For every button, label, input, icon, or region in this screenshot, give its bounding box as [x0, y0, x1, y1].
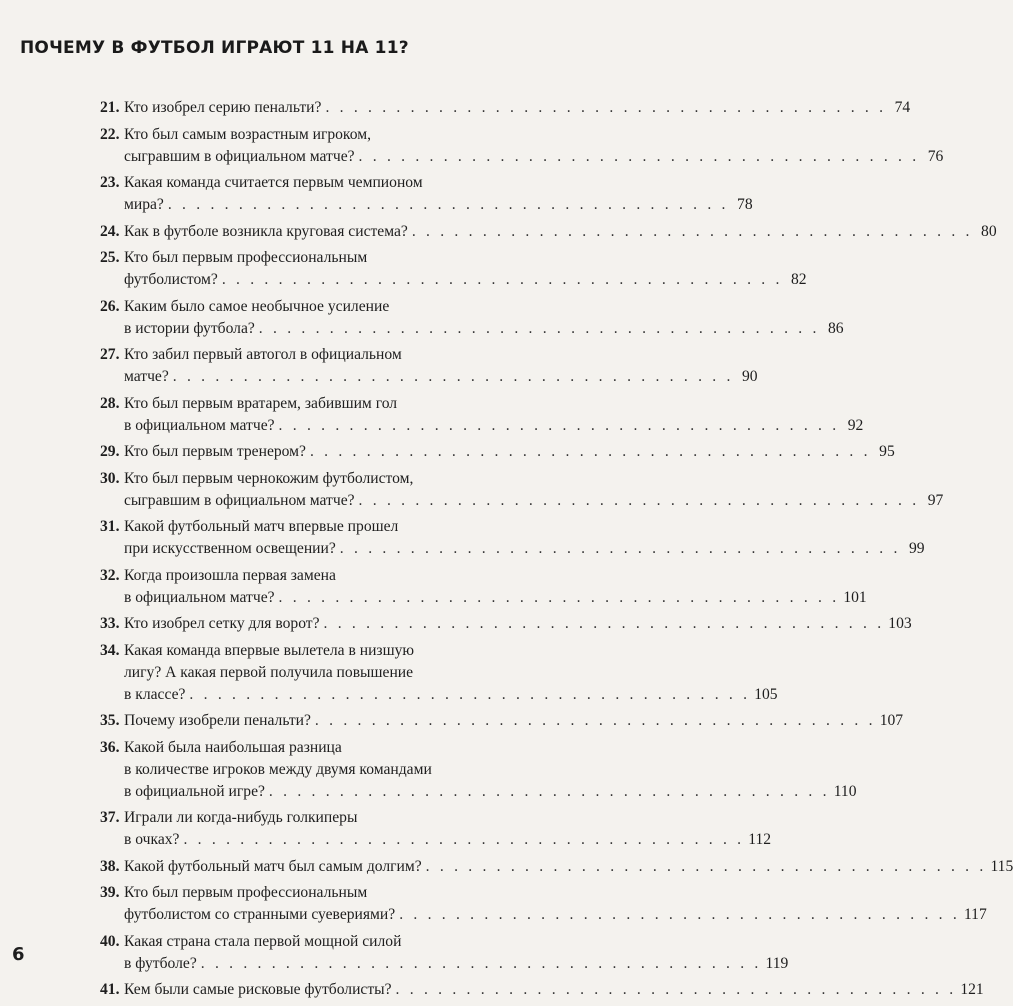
toc-entry	[100, 441, 895, 463]
toc-entry-number: 39.	[100, 884, 120, 901]
toc-entry-text: Кто был первым вратарем, забившим гол	[124, 394, 398, 412]
toc-entry-page: 107	[879, 712, 904, 729]
toc-entry-number: 38.	[100, 857, 120, 875]
toc-entry-number: 32.	[100, 566, 120, 584]
toc-entry-text: Какая команда впервые вылетела в низшую	[124, 641, 415, 659]
toc-entry-page: 121	[960, 981, 984, 998]
toc-entry-text: Каким было самое необычное усиление	[124, 297, 390, 315]
toc-entry-number: 40.	[100, 932, 120, 950]
toc-entry-page: 82	[791, 271, 807, 288]
toc-entry-text: Какой футбольный матч впервые прошел	[124, 518, 399, 535]
toc-entry-number: 36.	[100, 738, 120, 756]
toc-entry-text: Почему изобрели пенальти?	[124, 712, 311, 729]
toc-entry-page: 117	[963, 906, 987, 923]
dot-leader: . . . . . . . . . . . . . . . . . . . . . . . . . . . . . . . . . . . . . . . .	[167, 196, 729, 213]
toc-entry-number: 41.	[100, 981, 120, 998]
toc-entry-page: 90	[741, 368, 758, 385]
toc-entry	[100, 296, 844, 340]
toc-entry	[100, 882, 987, 926]
toc-entry-text: Кто изобрел сетку для ворот?	[124, 615, 320, 632]
dot-leader: . . . . . . . . . . . . . . . . . . . . . . . . . . . . . . . . . . . . . . . .	[425, 857, 987, 875]
toc-entry-number: 33.	[100, 615, 120, 632]
toc-entry	[100, 468, 944, 512]
dot-leader: . . . . . . . . . . . . . . . . . . . . . . . . . . . . . . . . . . . . . . . .	[323, 615, 885, 632]
toc-entry	[100, 124, 944, 168]
toc-entry-page: 74	[894, 99, 911, 116]
toc-entry-text: при искусственном освещении?	[124, 540, 336, 557]
toc-entry-text: футболистом со странными суевериями?	[124, 906, 396, 923]
dot-leader: . . . . . . . . . . . . . . . . . . . . . . . . . . . . . . . . . . . . . . . .	[183, 831, 745, 848]
dot-leader: . . . . . . . . . . . . . . . . . . . . . . . . . . . . . . . . . . . . . . . .	[358, 491, 920, 509]
toc-entry-text: Когда произошла первая замена	[124, 566, 336, 584]
toc-entry-number: 27.	[100, 346, 120, 363]
toc-entry-number: 21.	[100, 99, 120, 116]
toc-entry-text: Кем были самые рисковые футболисты?	[124, 981, 392, 998]
dot-leader: . . . . . . . . . . . . . . . . . . . . . . . . . . . . . . . . . . . . . . . .	[358, 147, 920, 165]
toc-entry	[100, 613, 912, 635]
toc-entry	[100, 247, 807, 291]
toc-entry-page: 112	[748, 831, 772, 848]
dot-leader: . . . . . . . . . . . . . . . . . . . . . . . . . . . . . . . . . . . . . . . .	[399, 906, 960, 923]
toc-entry-number: 31.	[100, 518, 120, 535]
toc-entry-text: в классе?	[124, 685, 186, 703]
toc-entry-number: 29.	[100, 443, 120, 460]
toc-entry-number: 25.	[100, 249, 120, 266]
dot-leader: . . . . . . . . . . . . . . . . . . . . . . . . . . . . . . . . . . . . . . . .	[278, 416, 840, 434]
toc-entry-text: Кто был первым профессиональным	[124, 249, 368, 266]
toc-entry-number: 35.	[100, 712, 120, 729]
toc-entry	[100, 172, 753, 216]
toc-entry-page: 105	[754, 685, 778, 703]
toc-entry-text: Как в футболе возникла круговая система?	[124, 222, 408, 240]
toc-entry-number: 34.	[100, 641, 120, 659]
dot-leader: . . . . . . . . . . . . . . . . . . . . . . . . . . . . . . . . . . . . . . . .	[268, 782, 830, 800]
toc-entry-page: 95	[879, 443, 895, 460]
toc-entry	[100, 807, 772, 851]
toc-entry-text: Кто был первым профессиональным	[124, 884, 368, 901]
toc-entry-text: в официальной игре?	[124, 782, 265, 800]
toc-entry-text: Какой была наибольшая разница	[124, 738, 342, 756]
dot-leader: . . . . . . . . . . . . . . . . . . . . . . . . . . . . . . . . . . . . . . . .	[258, 319, 820, 337]
toc-entry	[100, 516, 925, 560]
toc-entry-text: футболистом?	[124, 271, 218, 288]
dot-leader: . . . . . . . . . . . . . . . . . . . . . . . . . . . . . . . . . . . . . . . .	[314, 712, 876, 729]
toc-entry	[100, 97, 911, 119]
toc-entry	[100, 221, 997, 243]
toc-entry-text: в официальном матче?	[124, 588, 275, 606]
toc-entry	[100, 737, 857, 803]
toc-entry-text: Кто был первым тренером?	[124, 443, 306, 460]
toc-entry-page: 103	[888, 615, 912, 632]
toc-entry-text: в футболе?	[124, 954, 197, 972]
dot-leader: . . . . . . . . . . . . . . . . . . . . . . . . . . . . . . . . . . . . . . . .	[325, 99, 887, 116]
toc-entry	[100, 565, 867, 609]
toc-entry-text: Какая команда считается первым чемпионом	[124, 174, 423, 191]
toc-entry	[100, 856, 1013, 878]
toc-entry-text: лигу? А какая первой получила повышение	[124, 663, 414, 681]
toc-entry-page: 99	[908, 540, 925, 557]
toc-entry-text: матче?	[124, 368, 169, 385]
toc-entry-number: 28.	[100, 394, 120, 412]
toc-entry	[100, 979, 984, 1001]
toc-entry-page: 86	[827, 319, 844, 337]
dot-leader: . . . . . . . . . . . . . . . . . . . . . . . . . . . . . . . . . . . . . . . .	[278, 588, 840, 606]
toc-entry	[100, 931, 789, 975]
toc-entry-number: 22.	[100, 125, 120, 143]
toc-entry-text: Кто был первым чернокожим футболистом,	[124, 469, 414, 487]
toc-entry-text: в количестве игроков между двумя командами	[124, 760, 432, 778]
dot-leader: . . . . . . . . . . . . . . . . . . . . . . . . . . . . . . . . . . . . . . . .	[200, 954, 762, 972]
toc-entry	[100, 710, 904, 732]
toc-entry-number: 23.	[100, 174, 120, 191]
toc-entry-page: 80	[981, 222, 997, 240]
toc-entry-text: сыгравшим в официальном матче?	[124, 147, 355, 165]
toc-entry-text: в истории футбола?	[124, 319, 255, 337]
toc-entry-text: в очках?	[124, 831, 180, 848]
toc-entry	[100, 393, 864, 437]
dot-leader: . . . . . . . . . . . . . . . . . . . . . . . . . . . . . . . . . . . . . . . .	[221, 271, 783, 288]
dot-leader: . . . . . . . . . . . . . . . . . . . . . . . . . . . . . . . . . . . . . . . .	[309, 443, 871, 460]
toc-entry	[100, 344, 758, 388]
toc-entry-text: Какой футбольный матч был самым долгим?	[124, 857, 422, 875]
running-head-title: ПОЧЕМУ В ФУТБОЛ ИГРАЮТ 11 НА 11?	[20, 38, 409, 58]
toc-entry-number: 26.	[100, 297, 120, 315]
toc-entry-page: 92	[847, 416, 864, 434]
toc-entry-text: сыгравшим в официальном матче?	[124, 491, 355, 509]
toc-entry-text: Какая страна стала первой мощной силой	[124, 932, 402, 950]
toc-entry-text: Играли ли когда-нибудь голкиперы	[124, 809, 358, 826]
toc-entry	[100, 640, 778, 706]
toc-entry-number: 37.	[100, 809, 120, 826]
toc-entry-text: в официальном матче?	[124, 416, 275, 434]
dot-leader: . . . . . . . . . . . . . . . . . . . . . . . . . . . . . . . . . . . . . . . .	[172, 368, 734, 385]
dot-leader: . . . . . . . . . . . . . . . . . . . . . . . . . . . . . . . . . . . . . . . .	[411, 222, 973, 240]
dot-leader: . . . . . . . . . . . . . . . . . . . . . . . . . . . . . . . . . . . . . . . .	[189, 685, 751, 703]
toc-entry-number: 30.	[100, 469, 120, 487]
toc-entry-text: мира?	[124, 196, 164, 213]
dot-leader: . . . . . . . . . . . . . . . . . . . . . . . . . . . . . . . . . . . . . . . .	[395, 981, 957, 998]
toc-entry-text: Кто забил первый автогол в официальном	[124, 346, 402, 363]
dot-leader: . . . . . . . . . . . . . . . . . . . . . . . . . . . . . . . . . . . . . . . .	[339, 540, 901, 557]
toc-entry-page: 76	[927, 147, 944, 165]
toc-entry-page: 78	[737, 196, 753, 213]
toc-entry-number: 24.	[100, 222, 120, 240]
toc-entry-text: Кто был самым возрастным игроком,	[124, 125, 371, 143]
toc-entry-page: 115	[990, 857, 1013, 875]
toc-entry-text: Кто изобрел серию пенальти?	[124, 99, 322, 116]
toc-entry-page: 97	[927, 491, 944, 509]
toc-entry-page: 110	[833, 782, 857, 800]
toc-entry-page: 119	[765, 954, 789, 972]
table-of-contents	[100, 97, 1013, 1006]
toc-entry-page: 101	[843, 588, 867, 606]
page-number: 6	[12, 944, 25, 965]
